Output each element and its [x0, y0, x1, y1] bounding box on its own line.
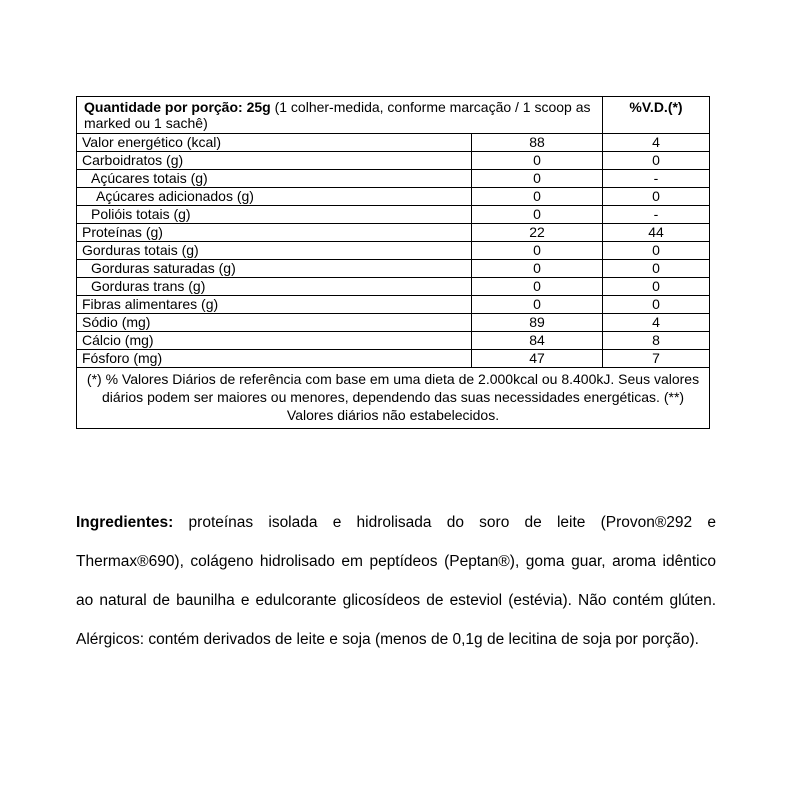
nutrient-amount: 0: [472, 206, 603, 224]
table-row: [77, 278, 710, 296]
nutrient-amount: 0: [472, 188, 603, 206]
nutrient-amount: 22: [472, 224, 603, 242]
nutrient-name: Sódio (mg): [77, 314, 472, 332]
nutrient-vd: 4: [603, 134, 710, 152]
nutrient-amount: 0: [472, 242, 603, 260]
table-row: [77, 242, 710, 260]
table-row: [77, 206, 710, 224]
nutrient-amount: 47: [472, 350, 603, 368]
nutrient-vd: 4: [603, 314, 710, 332]
table-row: [77, 296, 710, 314]
table-footnote: (*) % Valores Diários de referência com base em uma dieta de 2.000kcal ou 8.400kJ. Seus valores diários podem ser maiores ou menores, dependendo das suas necessidades energéticas. (**) Valores diários não estabelecidos.: [77, 368, 710, 429]
nutrient-amount: 89: [472, 314, 603, 332]
nutrient-vd: -: [603, 206, 710, 224]
portion-label: Quantidade por porção: 25g: [84, 99, 271, 115]
nutrient-name: Açúcares totais (g): [77, 170, 472, 188]
nutrient-amount: 0: [472, 278, 603, 296]
nutrient-vd: 8: [603, 332, 710, 350]
ingredients-label: Ingredientes:: [76, 514, 174, 531]
nutrient-amount: 0: [472, 170, 603, 188]
table-row: [77, 134, 710, 152]
nutrient-name: Gorduras saturadas (g): [77, 260, 472, 278]
nutrient-name: Fibras alimentares (g): [77, 296, 472, 314]
portion-cell: [77, 97, 603, 134]
portion-detail: (1 colher-medida, conforme marcação / 1 scoop as marked ou 1 sachê): [84, 99, 591, 131]
nutrient-amount: 0: [472, 152, 603, 170]
vd-header: %V.D.(*): [603, 97, 710, 134]
table-row: [77, 314, 710, 332]
nutrition-facts-table: [76, 96, 710, 429]
ingredients-text: proteínas isolada e hidrolisada do soro de leite (Provon®292 e Thermax®690), colágeno hidrolisado em peptídeos (Peptan®), goma guar, aroma idêntico ao natural de baunilha e edulcorante glicosídeos de esteviol (estévia). Não contém glúten. Alérgicos: contém derivados de leite e soja (menos de 0,1g de lecitina de soja por porção).: [76, 514, 716, 648]
nutrient-vd: 44: [603, 224, 710, 242]
nutrient-amount: 88: [472, 134, 603, 152]
table-row: [77, 188, 710, 206]
table-row: [77, 332, 710, 350]
table-header-row: [77, 97, 710, 134]
nutrient-name: Polióis totais (g): [77, 206, 472, 224]
nutrient-vd: 0: [603, 278, 710, 296]
nutrient-vd: 7: [603, 350, 710, 368]
nutrient-name: Proteínas (g): [77, 224, 472, 242]
nutrient-vd: 0: [603, 296, 710, 314]
ingredients-paragraph: [76, 503, 716, 659]
nutrient-name: Açúcares adicionados (g): [77, 188, 472, 206]
nutrient-name: Gorduras totais (g): [77, 242, 472, 260]
nutrient-vd: 0: [603, 242, 710, 260]
table-row: [77, 170, 710, 188]
nutrient-amount: 0: [472, 260, 603, 278]
table-row: [77, 260, 710, 278]
table-row: [77, 350, 710, 368]
nutrient-vd: -: [603, 170, 710, 188]
nutrient-vd: 0: [603, 152, 710, 170]
nutrient-name: Carboidratos (g): [77, 152, 472, 170]
nutrient-name: Gorduras trans (g): [77, 278, 472, 296]
table-row: [77, 152, 710, 170]
table-row: [77, 224, 710, 242]
table-footnote-row: [77, 368, 710, 429]
nutrient-vd: 0: [603, 188, 710, 206]
nutrient-vd: 0: [603, 260, 710, 278]
nutrient-name: Cálcio (mg): [77, 332, 472, 350]
nutrient-name: Valor energético (kcal): [77, 134, 472, 152]
nutrient-amount: 0: [472, 296, 603, 314]
nutrient-name: Fósforo (mg): [77, 350, 472, 368]
nutrient-amount: 84: [472, 332, 603, 350]
